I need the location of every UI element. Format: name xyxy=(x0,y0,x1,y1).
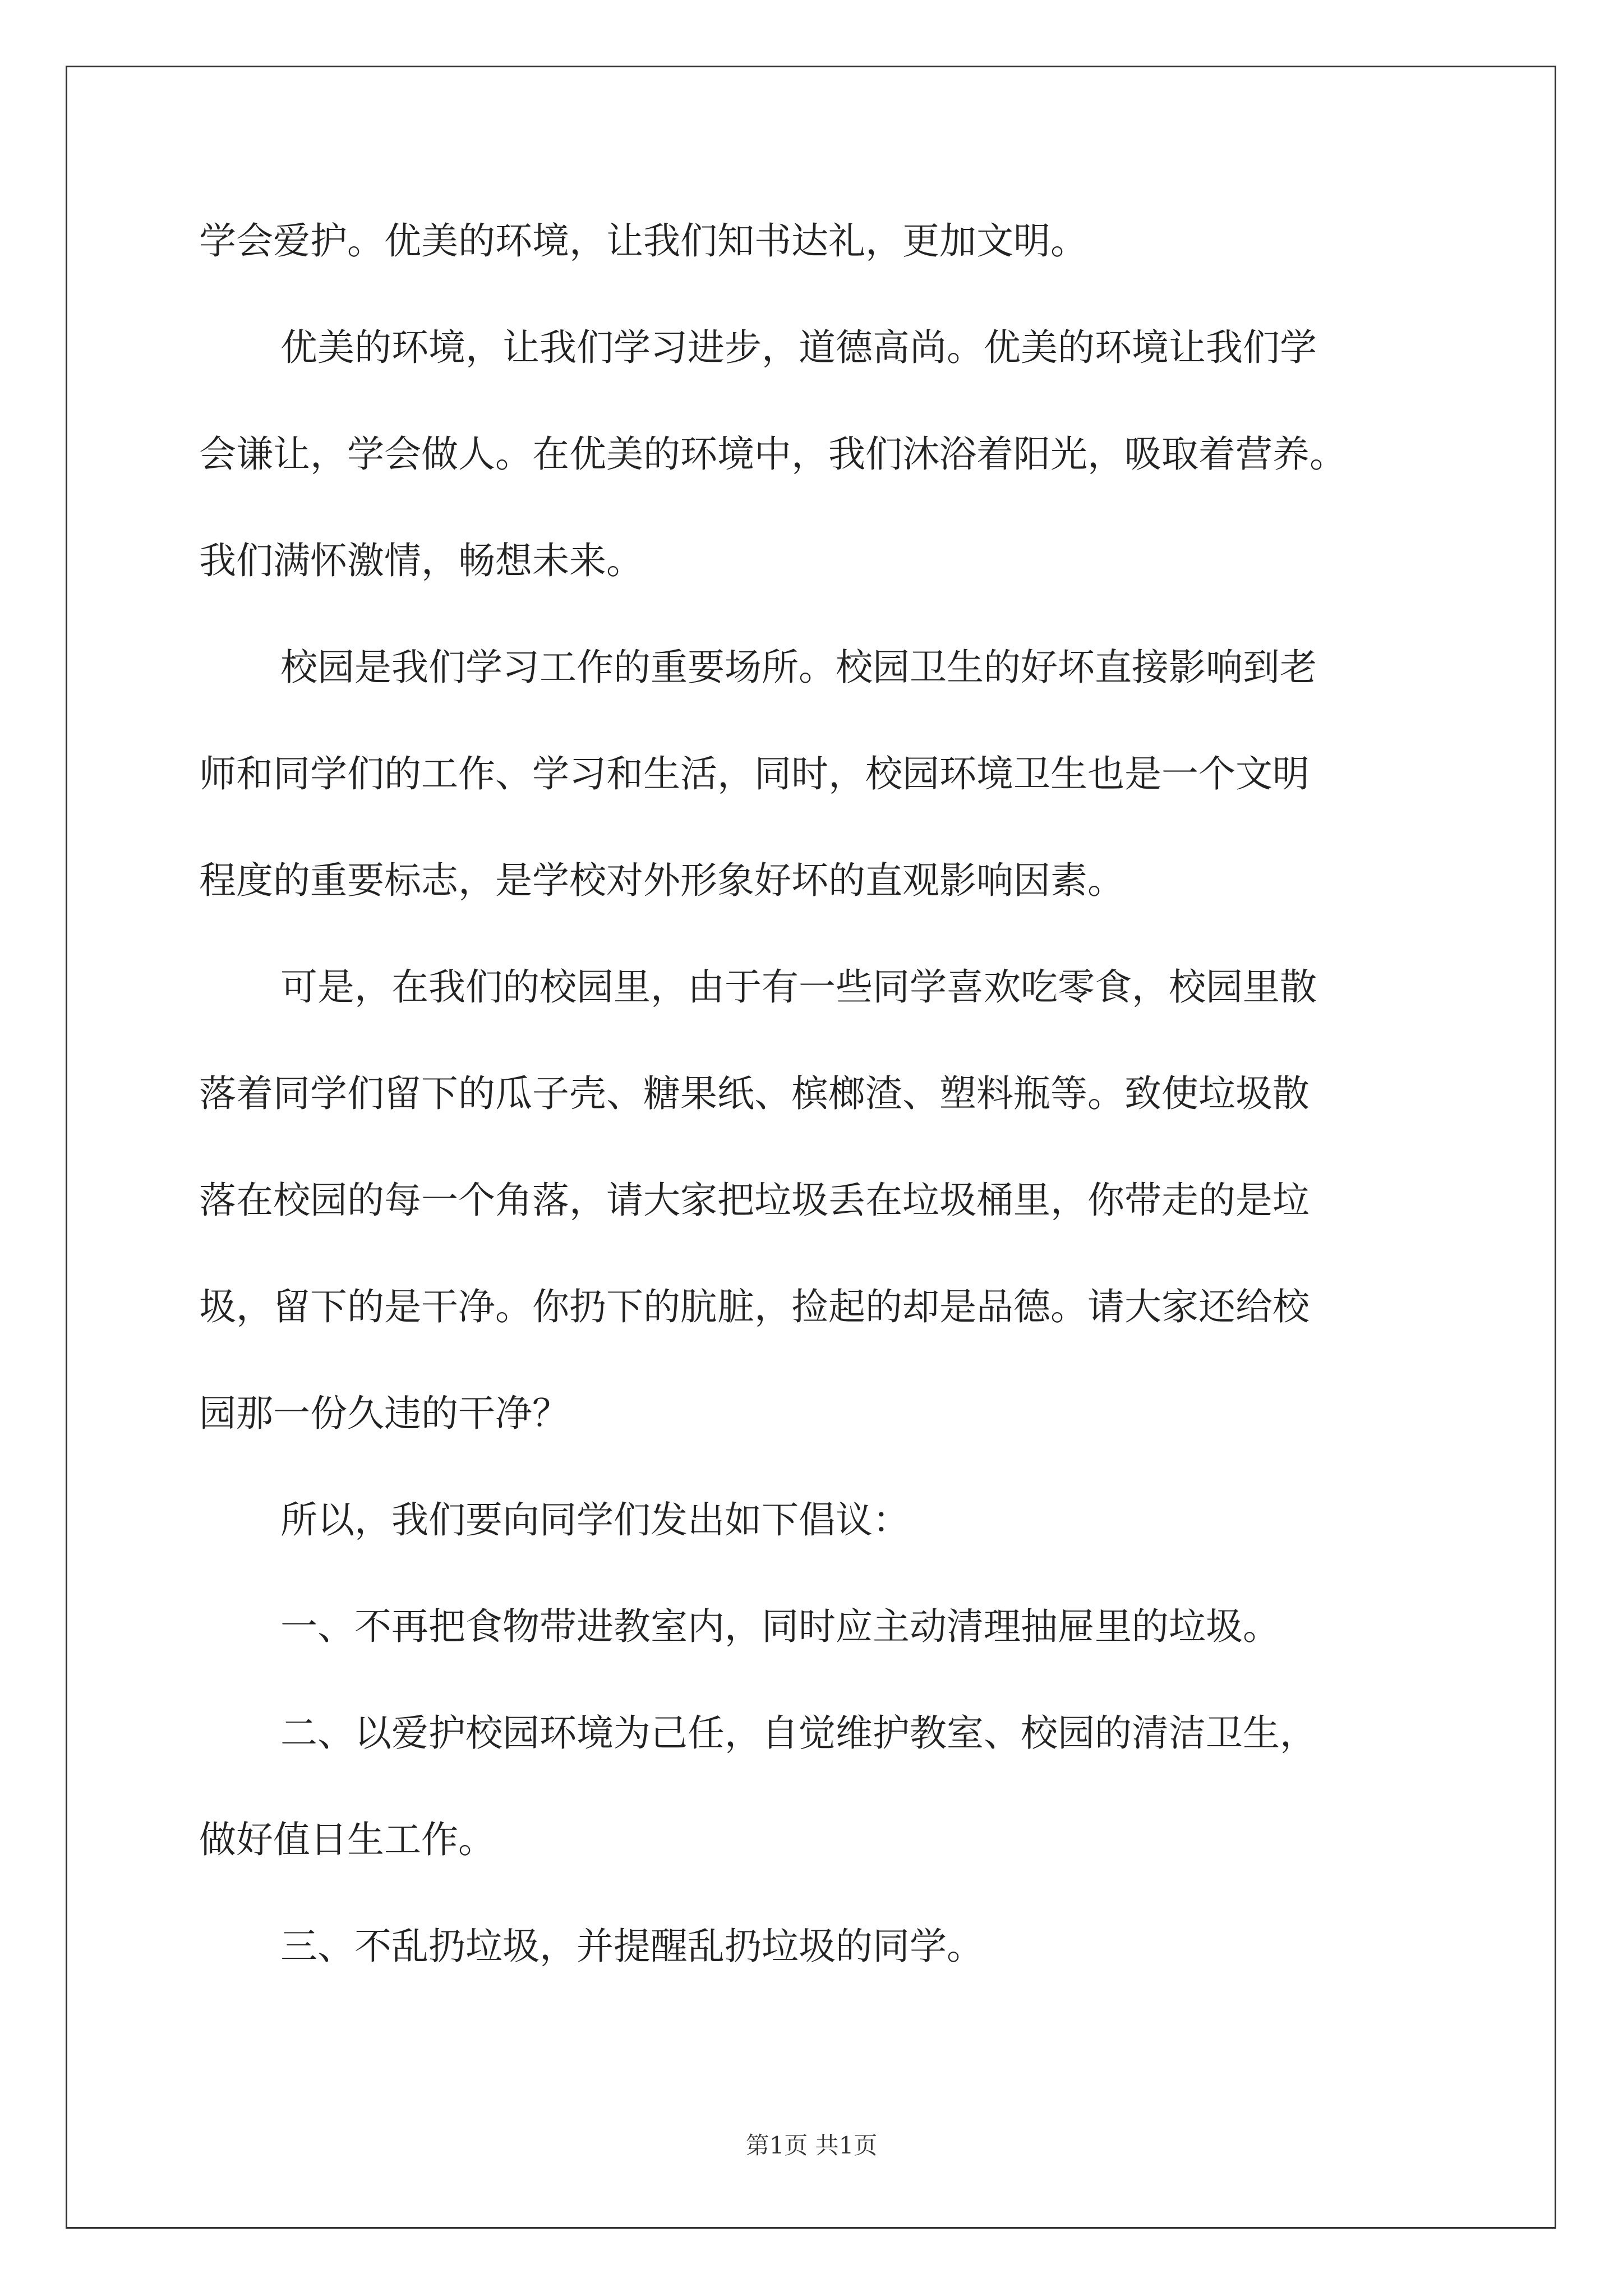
text-line: 我们满怀激情，畅想未来。 xyxy=(199,539,643,582)
text-line: 一、不再把食物带进教室内，同时应主动清理抽屉里的垃圾。 xyxy=(280,1605,1280,1648)
document-body xyxy=(199,219,1433,2033)
text-line: 落着同学们留下的瓜子壳、糖果纸、槟榔渣、塑料瓶等。致使垃圾散 xyxy=(199,1072,1310,1115)
text-line: 圾，留下的是干净。你扔下的肮脏，捡起的却是品德。请大家还给校 xyxy=(199,1285,1310,1328)
text-line: 优美的环境，让我们学习进步，道德高尚。优美的环境让我们学 xyxy=(280,326,1317,369)
text-line: 校园是我们学习工作的重要场所。校园卫生的好坏直接影响到老 xyxy=(280,646,1317,689)
text-line: 做好值日生工作。 xyxy=(199,1818,495,1861)
text-line: 可是，在我们的校园里，由于有一些同学喜欢吃零食，校园里散 xyxy=(280,965,1317,1009)
text-line: 师和同学们的工作、学习和生活，同时，校园环境卫生也是一个文明 xyxy=(199,752,1310,795)
text-line: 程度的重要标志，是学校对外形象好坏的直观影响因素。 xyxy=(199,859,1124,902)
text-line: 学会爱护。优美的环境，让我们知书达礼，更加文明。 xyxy=(199,219,1087,263)
text-line: 落在校园的每一个角落，请大家把垃圾丢在垃圾桶里，你带走的是垃 xyxy=(199,1179,1310,1222)
page-number-footer: 第1页 共1页 xyxy=(745,2132,878,2159)
text-line: 园那一份久违的干净？ xyxy=(199,1392,569,1435)
text-line: 所以，我们要向同学们发出如下倡议： xyxy=(280,1498,910,1542)
text-line: 二、以爱护校园环境为己任，自觉维护教室、校园的清洁卫生， xyxy=(280,1711,1317,1755)
text-line: 三、不乱扔垃圾，并提醒乱扔垃圾的同学。 xyxy=(280,1925,984,1968)
text-line: 会谦让，学会做人。在优美的环境中，我们沐浴着阳光，吸取着营养。 xyxy=(199,432,1347,476)
